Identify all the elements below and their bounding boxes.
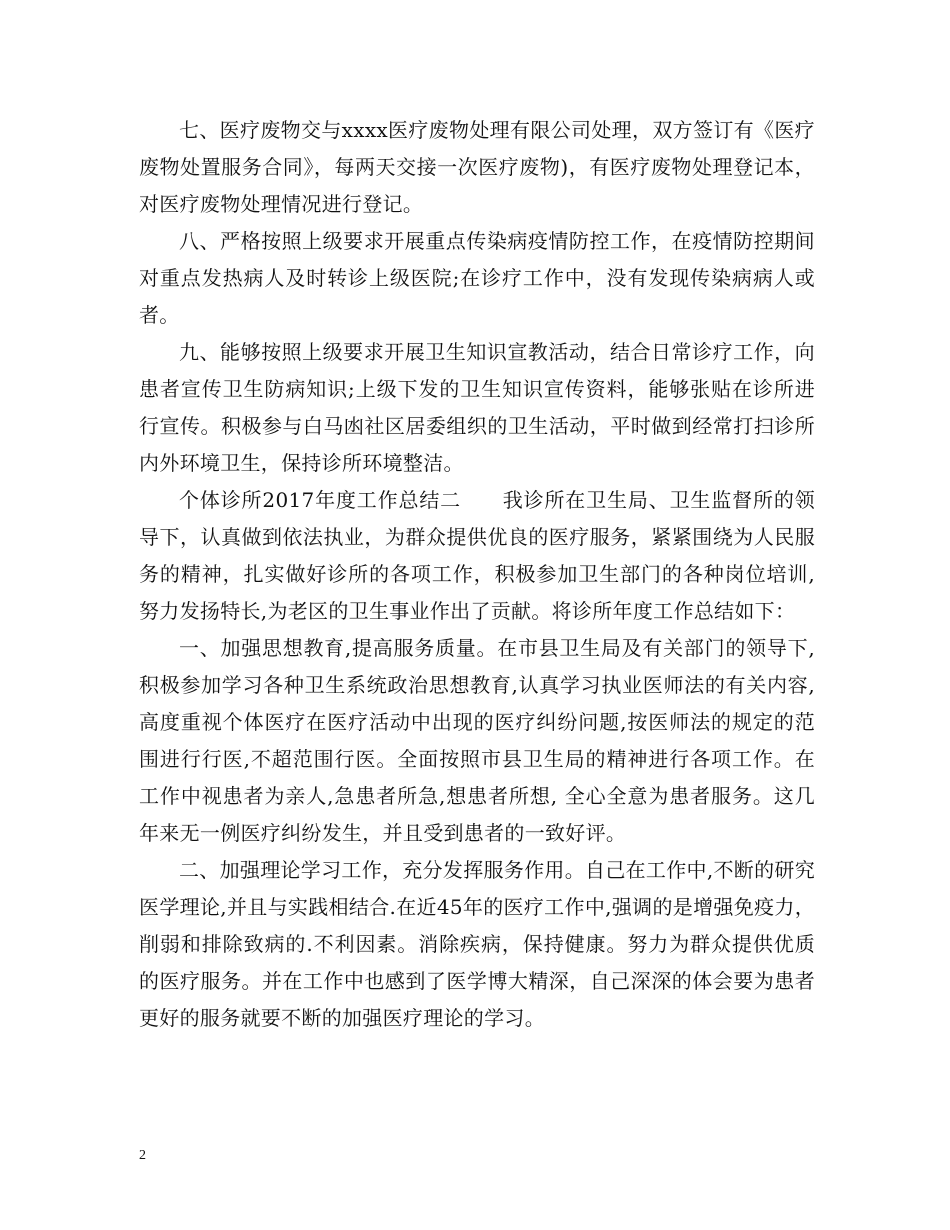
paragraph-item-7-medical-waste: 七、医疗废物交与xxxx医疗废物处理有限公司处理，双方签订有《医疗废物处置服务合同》，每两天交接一次医疗废物)，有医疗废物处理登记本，对医疗废物处理情况进行登记。 [139,118,815,216]
page-number: 2 [139,1148,146,1163]
document-body [139,112,815,1037]
paragraph-section-1-ideological-education: 一、加强思想教育,提高服务质量。在市县卫生局及有关部门的领导下,积极参加学习各种卫生系统政治思想教育,认真学习执业医师法的有关内容,高度重视个体医疗在医疗活动中出现的医疗纠纷问题,按医师法的规定的范围进行行医,不超范围行医。全面按照市县卫生局的精神进行各项工作。在工作中视患者为亲人,急患者所急,想患者所想, 全心全意为患者服务。这几年来无一例医疗纠纷发生，并且受到患者的一致好评。 [139,636,815,845]
paragraph-summary-two-intro: 个体诊所2017年度工作总结二 我诊所在卫生局、卫生监督所的领导下，认真做到依法执业，为群众提供优良的医疗服务，紧紧围绕为人民服务的精神，扎实做好诊所的各项工作，积极参加卫生部门的各种岗位培训,努力发扬特长,为老区的卫生事业作出了贡献。将诊所年度工作总结如下： [139,488,815,623]
paragraph-section-2-theory-study: 二、加强理论学习工作，充分发挥服务作用。自己在工作中,不断的研究医学理论,并且与实践相结合.在近45年的医疗工作中,强调的是增强免疫力，削弱和排除致病的.不利因素。消除疾病，保持健康。努力为群众提供优质的医疗服务。并在工作中也感到了医学博大精深，自己深深的体会要为患者更好的服务就要不断的加强医疗理论的学习。 [139,858,815,1030]
paragraph-item-8-epidemic-control: 八、严格按照上级要求开展重点传染病疫情防控工作，在疫情防控期间对重点发热病人及时转诊上级医院;在诊疗工作中，没有发现传染病病人或者。 [139,229,815,327]
paragraph-item-9-health-education: 九、能够按照上级要求开展卫生知识宣教活动，结合日常诊疗工作，向患者宣传卫生防病知识;上级下发的卫生知识宣传资料，能够张贴在诊所进行宣传。积极参与白马凼社区居委组织的卫生活动，平时做到经常打扫诊所内外环境卫生，保持诊所环境整洁。 [139,340,815,475]
